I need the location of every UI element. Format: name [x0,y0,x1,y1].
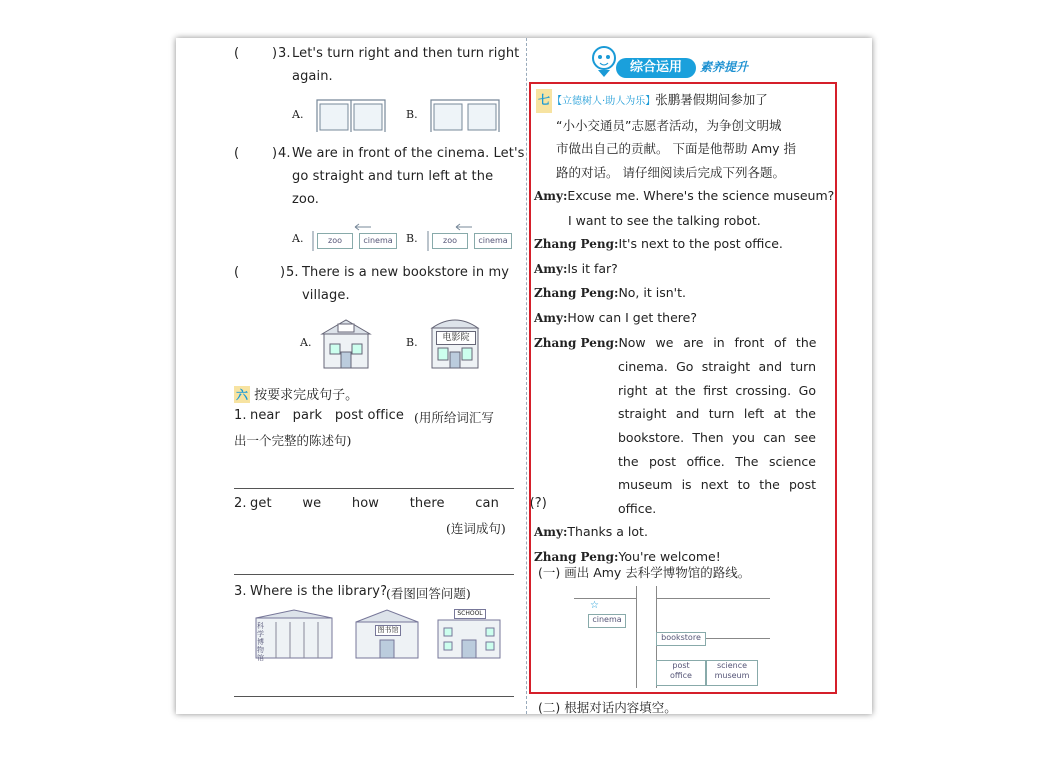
route-diagram-b [426,223,516,253]
cinema-sign: 电影院 [436,331,476,345]
dialogue-turn [534,184,835,232]
question-number: 4. [278,146,291,161]
science-museum-label: science [716,661,748,670]
mascot-icon [590,44,618,78]
section-6-heading [234,384,358,403]
dialogue [534,184,835,570]
zoo-box: zoo [432,233,468,249]
question-text: again. [292,69,333,84]
answer-paren-q3: ( [234,46,240,61]
building-sign: 科学博物馆 [257,622,264,662]
road-edge [574,598,636,599]
dialogue-line: Is it far? [567,260,618,276]
speaker-name: Zhang Peng: [534,549,619,564]
speaker-name: Amy: [534,261,568,276]
cinema-box: cinema [474,233,512,249]
answer-paren-q4: ( [234,146,240,161]
answer-paren-q5: ( [234,265,240,280]
answer-line [234,574,514,575]
section-badge: 六 [236,388,249,402]
question-number: 3. [278,46,291,61]
intro-text: 市做出自己的贡献。 下面是他帮助 Amy 指 [556,141,797,156]
dialogue-line: How can I get there? [567,309,697,325]
dialogue-turn [534,257,824,282]
cinema-box: cinema [359,233,397,249]
section-tag: 【立德树人·助人为乐】 [552,96,656,107]
answer-line [234,488,514,489]
question-text: We are in front of the cinema. Let's [292,146,525,161]
school-building [434,608,504,660]
section-header-subtitle: 素养提升 [700,60,749,74]
instruction-hint: (看图回答问题) [386,586,471,601]
speaker-name: Zhang Peng: [534,335,619,350]
science-museum-label: museum [714,671,750,680]
cinema-building-b [426,314,484,372]
dialogue-turn [534,281,824,306]
question-text: There is a new bookstore in my [302,265,510,280]
dialogue-line: You're welcome! [618,548,721,564]
instruction-hint: 出一个完整的陈述句) [234,433,352,448]
speaker-name: Zhang Peng: [534,237,619,252]
science-museum-building [254,608,334,660]
sentence-number: 2. [234,496,247,511]
dialogue-line: cinema. Go straight and turn [618,359,816,375]
science-museum-box [706,660,758,686]
task-1-instruction: (一) 画出 Amy 去科学博物馆的路线。 [538,565,751,580]
option-label-a: A. [292,108,304,121]
task-2-instruction: (二) 根据对话内容填空。 [538,700,677,714]
instruction-hint: (连词成句) [446,521,506,536]
question-text: Where is the library? [250,584,388,599]
option-label-a: A. [300,336,312,349]
sentence-number: 1. [234,408,247,423]
dialogue-line: I want to see the talking robot. [568,212,761,228]
intro-text: 路的对话。 请仔细阅读后完成下列各题。 [556,164,785,180]
answer-paren-close-q4: ) [272,146,278,161]
dialogue-turn [534,306,824,331]
option-label-b: B. [406,108,418,121]
dialogue-turn [534,520,824,545]
section-badge: 七 [536,89,552,113]
dialogue-line: bookstore. Then you can see [618,429,816,445]
bookstore-box: bookstore [656,632,706,646]
route-diagram-a [311,223,401,253]
dialogue-line: Now we are in front of the [618,334,817,350]
route-map [574,586,770,688]
speaker-name: Amy: [534,525,568,540]
section-title: 按要求完成句子。 [254,388,359,403]
answer-paren-close-q5: ) [280,265,286,280]
library-building [352,608,422,660]
route-diagram-a [312,96,392,136]
post-office-label: post [672,661,690,670]
bookstore-building-a [320,316,372,370]
column-divider [526,38,527,714]
instruction-hint: (用所给词汇写 [414,410,494,425]
dialogue-line: No, it isn't. [618,285,686,301]
dialogue-line: Thanks a lot. [567,524,648,540]
dialogue-turn [534,331,824,521]
option-label-b: B. [406,232,418,245]
intro-text: “小小交通员”志愿者活动，为争创文明城 [556,117,782,133]
post-office-box [656,660,706,686]
dialogue-turn [534,232,824,257]
question-text: zoo. [292,192,320,207]
given-words: get we how there can (?) [250,496,547,511]
road-edge [636,598,637,688]
dialogue-line: Excuse me. Where's the science museum? [567,188,835,203]
post-office-label: office [670,671,692,680]
dialogue-line: the post office. The science [618,453,816,469]
question-text: village. [302,288,350,303]
dialogue-line: straight and turn left at the [618,406,816,422]
dialogue-line: It's next to the post office. [618,236,783,252]
answer-paren-close-q3: ) [272,46,278,61]
workbook-page [176,38,872,714]
speaker-name: Amy: [534,189,568,203]
option-label-b: B. [406,336,418,349]
dialogue-line: right at the first crossing. Go [618,382,816,398]
building-sign: 图书馆 [375,625,401,636]
intro-text: 张鹏暑假期间参加了 [655,92,768,107]
section-header-tag: 综合运用 [616,58,696,78]
dialogue-line: museum is next to the post [618,477,816,493]
given-words: near park post office [250,408,405,423]
option-label-a: A. [292,232,304,245]
route-diagram-b [426,96,506,136]
dialogue-line: office. [618,500,657,516]
speaker-name: Amy: [534,310,568,325]
building-sign: SCHOOL [454,609,486,619]
section-7-intro [536,88,826,184]
question-text: Let's turn right and then turn right [292,46,520,61]
sentence-number: 3. [234,584,247,599]
answer-line [234,696,514,697]
star-icon: ☆ [590,600,599,611]
question-number: 5. [286,265,299,280]
speaker-name: Zhang Peng: [534,286,619,301]
question-text: go straight and turn left at the [292,169,494,184]
road-edge [656,598,770,599]
cinema-box: cinema [588,614,626,628]
zoo-box: zoo [317,233,353,249]
